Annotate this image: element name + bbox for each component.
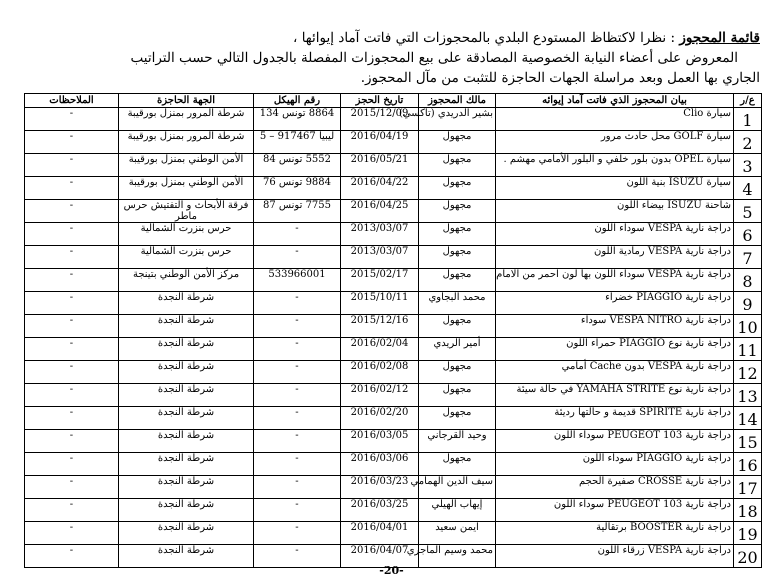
table-row <box>25 108 762 131</box>
item-owner: أمير الريدي <box>419 338 496 361</box>
item-owner: مجهول <box>419 131 496 154</box>
item-notes: - <box>25 154 119 177</box>
header-agency: الجهة الحاجزة <box>119 94 254 108</box>
seizure-date: 2013/03/07 <box>341 246 419 269</box>
item-owner: إيهاب الهيلي <box>419 499 496 522</box>
table-row <box>25 522 762 545</box>
row-number: 7 <box>734 246 762 269</box>
chassis-number: 9884 تونس 76 <box>254 177 341 200</box>
chassis-number: - <box>254 384 341 407</box>
seizing-agency: شرطة النجدة <box>119 292 254 315</box>
seizure-date: 2016/04/01 <box>341 522 419 545</box>
seizure-date: 2016/02/20 <box>341 407 419 430</box>
chassis-number: - <box>254 315 341 338</box>
seizing-agency: شرطة النجدة <box>119 522 254 545</box>
table-header-row <box>25 94 762 108</box>
item-description: دراجة نارية PIAGGIO سوداء اللون <box>496 453 734 476</box>
seizure-date: 2016/04/22 <box>341 177 419 200</box>
seizure-date: 2015/02/17 <box>341 269 419 292</box>
row-number: 8 <box>734 269 762 292</box>
item-owner: مجهول <box>419 200 496 223</box>
seizure-date: 2016/04/07 <box>341 545 419 568</box>
item-notes: - <box>25 384 119 407</box>
seizing-agency: شرطة النجدة <box>119 407 254 430</box>
item-notes: - <box>25 545 119 568</box>
table-row <box>25 223 762 246</box>
item-description: دراجة نارية VESPA سوداء اللون بها لون احمر من الامام <box>496 269 734 292</box>
item-description: دراجة نارية VESPA سوداء اللون <box>496 223 734 246</box>
intro-line-2: المعروض على أعضاء النيابة الخصوصية المصادقة على بيع المحجوزات المفصلة بالجدول التالي حسب التراتيب <box>130 50 738 66</box>
chassis-number: - <box>254 361 341 384</box>
table-row <box>25 315 762 338</box>
seizing-agency: شرطة النجدة <box>119 499 254 522</box>
chassis-number: - <box>254 499 341 522</box>
table-row <box>25 476 762 499</box>
item-owner: مجهول <box>419 407 496 430</box>
item-notes: - <box>25 361 119 384</box>
table-row <box>25 131 762 154</box>
chassis-number: 5552 تونس 84 <box>254 154 341 177</box>
item-owner: مجهول <box>419 384 496 407</box>
item-notes: - <box>25 108 119 131</box>
seizing-agency: شرطة النجدة <box>119 384 254 407</box>
header-chassis: رقم الهيكل <box>254 94 341 108</box>
chassis-number: - <box>254 223 341 246</box>
item-description: شاحنة ISUZU بيضاء اللون <box>496 200 734 223</box>
seizure-date: 2015/12/16 <box>341 315 419 338</box>
seizing-agency: شرطة النجدة <box>119 545 254 568</box>
item-owner: مجهول <box>419 246 496 269</box>
header-owner: مالك المحجوز <box>419 94 496 108</box>
seizing-agency: الأمن الوطني بمنزل بورقيبة <box>119 154 254 177</box>
seizing-agency: شرطة النجدة <box>119 430 254 453</box>
item-description: دراجة نارية VESPA NITRO سوداء <box>496 315 734 338</box>
item-owner: مجهول <box>419 177 496 200</box>
seizure-date: 2016/02/12 <box>341 384 419 407</box>
row-number: 4 <box>734 177 762 200</box>
item-notes: - <box>25 522 119 545</box>
row-number: 1 <box>734 108 762 131</box>
item-owner: مجهول <box>419 361 496 384</box>
item-description: دراجة نارية PEUGEOT 103 سوداء اللون <box>496 430 734 453</box>
item-notes: - <box>25 223 119 246</box>
row-number: 14 <box>734 407 762 430</box>
seizure-date: 2016/02/08 <box>341 361 419 384</box>
row-number: 19 <box>734 522 762 545</box>
item-description: دراجة نارية PIAGGIO خضراء <box>496 292 734 315</box>
seizure-date: 2016/04/19 <box>341 131 419 154</box>
row-number: 5 <box>734 200 762 223</box>
table-row <box>25 246 762 269</box>
item-owner: مجهول <box>419 154 496 177</box>
list-title: قائمة المحجوز <box>679 30 760 46</box>
chassis-number: ليبيا 917467 – 5 <box>254 131 341 154</box>
row-number: 20 <box>734 545 762 568</box>
table-row <box>25 269 762 292</box>
intro-line-1-text: : نظرا لاكتظاظ المستودع البلدي بالمحجوزات التي فاتت آماد إيوائها ، <box>293 30 676 46</box>
table-row <box>25 292 762 315</box>
seizing-agency: شرطة المرور بمنزل بورقيبة <box>119 108 254 131</box>
row-number: 12 <box>734 361 762 384</box>
item-description: سيارة ISUZU بنية اللون <box>496 177 734 200</box>
seizing-agency: حرس بنزرت الشمالية <box>119 246 254 269</box>
chassis-number: 533966001 <box>254 269 341 292</box>
item-owner: محمد وسيم الماجري <box>419 545 496 568</box>
header-number: ع/ر <box>734 94 762 108</box>
row-number: 15 <box>734 430 762 453</box>
seizing-agency: شرطة المرور بمنزل بورقيبة <box>119 131 254 154</box>
seizure-date: 2015/10/11 <box>341 292 419 315</box>
row-number: 18 <box>734 499 762 522</box>
chassis-number: 7755 تونس 87 <box>254 200 341 223</box>
item-owner: محمد البجاوي <box>419 292 496 315</box>
chassis-number: - <box>254 338 341 361</box>
chassis-number: - <box>254 476 341 499</box>
item-owner: وحيد القرجاني <box>419 430 496 453</box>
seizing-agency: شرطة النجدة <box>119 361 254 384</box>
item-notes: - <box>25 246 119 269</box>
row-number: 6 <box>734 223 762 246</box>
item-description: دراجة نارية BOOSTER برتقالية <box>496 522 734 545</box>
chassis-number: - <box>254 545 341 568</box>
item-description: دراجة نارية VESPA بدون Cache أمامي <box>496 361 734 384</box>
item-owner: ايمن سعيد <box>419 522 496 545</box>
seizure-date: 2016/05/21 <box>341 154 419 177</box>
table-row <box>25 177 762 200</box>
intro-line-3: الجاري بها العمل وبعد مراسلة الجهات الحاجزة للتثبت من مآل المحجوز. <box>360 70 760 86</box>
seizing-agency: شرطة النجدة <box>119 315 254 338</box>
item-notes: - <box>25 131 119 154</box>
chassis-number: - <box>254 522 341 545</box>
row-number: 3 <box>734 154 762 177</box>
row-number: 2 <box>734 131 762 154</box>
item-owner: مجهول <box>419 453 496 476</box>
intro-paragraph <box>30 28 760 88</box>
item-notes: - <box>25 499 119 522</box>
item-description: سيارة Clio <box>496 108 734 131</box>
seizing-agency: شرطة النجدة <box>119 476 254 499</box>
table-row <box>25 430 762 453</box>
item-notes: - <box>25 269 119 292</box>
intro-line-1 <box>30 28 760 48</box>
chassis-number: - <box>254 430 341 453</box>
seizure-date: 2016/04/25 <box>341 200 419 223</box>
item-owner: مجهول <box>419 315 496 338</box>
table-row <box>25 338 762 361</box>
item-owner: بشير الدريدي (تاكسي) <box>419 108 496 131</box>
row-number: 10 <box>734 315 762 338</box>
table-row <box>25 200 762 223</box>
chassis-number: - <box>254 453 341 476</box>
table-row <box>25 499 762 522</box>
item-description: دراجة نارية CROSSE صفيرة الحجم <box>496 476 734 499</box>
seizure-date: 2016/03/06 <box>341 453 419 476</box>
item-description: دراجة نارية SPIRITE قديمة و حالتها رديئة <box>496 407 734 430</box>
item-description: سيارة GOLF محل حادث مرور <box>496 131 734 154</box>
item-description: دراجة نارية نوع YAMAHA STRITE في حالة سيئة <box>496 384 734 407</box>
row-number: 13 <box>734 384 762 407</box>
row-number: 9 <box>734 292 762 315</box>
seizing-agency: شرطة النجدة <box>119 453 254 476</box>
header-description: بيان المحجوز الذي فاتت آماد إيوائه <box>496 94 734 108</box>
table-row <box>25 384 762 407</box>
item-description: دراجة نارية نوع PIAGGIO حمراء اللون <box>496 338 734 361</box>
item-notes: - <box>25 430 119 453</box>
table-row <box>25 154 762 177</box>
seizing-agency: حرس بنزرت الشمالية <box>119 223 254 246</box>
item-notes: - <box>25 177 119 200</box>
chassis-number: 8864 تونس 134 <box>254 108 341 131</box>
item-owner: مجهول <box>419 223 496 246</box>
chassis-number: - <box>254 407 341 430</box>
header-notes: الملاحظات <box>25 94 119 108</box>
seizure-date: 2015/12/09 <box>341 108 419 131</box>
item-description: دراجة نارية VESPA زرقاء اللون <box>496 545 734 568</box>
item-notes: - <box>25 200 119 223</box>
seizing-agency: مركز الأمن الوطني بتينجة <box>119 269 254 292</box>
seizure-date: 2016/02/04 <box>341 338 419 361</box>
table-row <box>25 361 762 384</box>
seizing-agency: الأمن الوطني بمنزل بورقيبة <box>119 177 254 200</box>
seizing-agency: فرقة الأبحاث و التفتيش حرس ماطر <box>119 200 254 223</box>
impounded-items-table <box>24 93 762 568</box>
row-number: 11 <box>734 338 762 361</box>
item-notes: - <box>25 407 119 430</box>
seizure-date: 2013/03/07 <box>341 223 419 246</box>
page-number: -20- <box>379 564 404 577</box>
seizure-date: 2016/03/23 <box>341 476 419 499</box>
item-owner: مجهول <box>419 269 496 292</box>
table-row <box>25 407 762 430</box>
item-description: سيارة OPEL بدون بلور خلفي و البلور الأمامي مهشم . <box>496 154 734 177</box>
item-description: دراجة نارية VESPA رمادية اللون <box>496 246 734 269</box>
row-number: 16 <box>734 453 762 476</box>
row-number: 17 <box>734 476 762 499</box>
item-notes: - <box>25 315 119 338</box>
seizing-agency: شرطة النجدة <box>119 338 254 361</box>
item-notes: - <box>25 453 119 476</box>
item-description: دراجة نارية PEUGEOT 103 سوداء اللون <box>496 499 734 522</box>
table-row <box>25 453 762 476</box>
item-notes: - <box>25 476 119 499</box>
chassis-number: - <box>254 292 341 315</box>
seizure-date: 2016/03/25 <box>341 499 419 522</box>
item-owner: سيف الدين الهمامي <box>419 476 496 499</box>
header-date: تاريخ الحجز <box>341 94 419 108</box>
item-notes: - <box>25 338 119 361</box>
item-notes: - <box>25 292 119 315</box>
seizure-date: 2016/03/05 <box>341 430 419 453</box>
chassis-number: - <box>254 246 341 269</box>
